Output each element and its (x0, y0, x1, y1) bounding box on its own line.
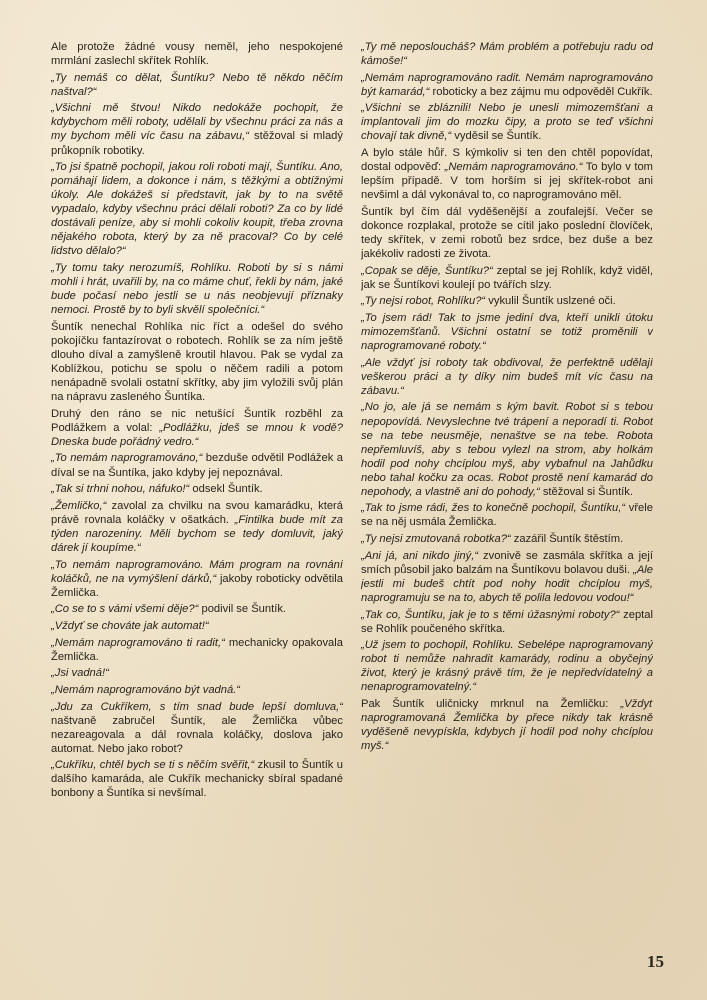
paragraph (361, 638, 653, 694)
paragraph (361, 101, 653, 143)
dialogue-text: „Nemám naprogramováno radit. Nemám naprogramováno být kamarád,“ (361, 71, 653, 98)
dialogue-text: „Vždyť naprogramovaná Žemlička by přece nikdy tak krásně vyděšeně nevypískla, kdybych jí hodil pod nohy chcíplou myš.“ (361, 697, 653, 753)
paragraph (51, 558, 343, 600)
paragraph (361, 40, 653, 68)
paragraph (51, 636, 343, 664)
page-number: 15 (647, 952, 664, 971)
dialogue-text: „Nemám naprogramováno ti radit,“ (51, 636, 225, 649)
narration-text: Pak Šuntík uličnicky mrknul na Žemličku: (361, 697, 621, 710)
paragraph (51, 451, 343, 479)
paragraph (51, 619, 343, 633)
narration-text: vykulil Šuntík uslzené oči. (485, 295, 616, 308)
dialogue-text: „Vždyť se chováte jak automat!“ (51, 619, 209, 632)
dialogue-text: „To nemám naprogramováno,“ (51, 452, 203, 465)
narration-text: naštvaně zabručel Šuntík, ale Žemlička vůbec nezareagovala a dál rovnala koláčky, doslova jako automat. Nebo jako robot? (51, 714, 343, 755)
narration-text: roboticky a bez zájmu mu odpověděl Cukřík. (429, 85, 653, 98)
narration-text: zeptal se jej Rohlík, když viděl, jak se Šuntíkovi koulejí po tvářích slzy. (361, 264, 653, 291)
narration-text: bezduše odvětil Podlážek a díval se na Šuntíka, jako kdyby jej nepoznával. (51, 452, 343, 479)
dialogue-text: „Ty tomu taky nerozumíš, Rohlíku. Roboti by si s námi mohli i hrát, uvařili by, na co máme chuť, řekli by nám, jaké bude počasí nebo jestli se u nás neobjevují příznaky nemoci. Prostě by to byli skvělí společníci.“ (51, 262, 343, 317)
dialogue-text: „Všichni mě štvou! Nikdo nedokáže pochopit, že kdybychom měli roboty, udělali by všechnu práci za nás a my bychom měli víc času na zábavu,“ (51, 102, 343, 143)
paragraph (361, 608, 653, 636)
dialogue-text: „Ty nemáš co dělat, Šuntíku? Nebo tě někdo něčím naštval?“ (51, 71, 343, 98)
dialogue-text: „Copak se děje, Šuntíku?“ (361, 264, 493, 277)
dialogue-text: „Ale jestli mi budeš chtít pod nohy hodit chcíplou myš, naprogramuju se na to, abych tě polila ledovou vodou!“ (361, 563, 653, 604)
dialogue-text: „To jsi špatně pochopil, jakou roli roboti mají, Šuntíku. Ano, pomáhají lidem, a dokonce i nám, s těžkými a obtížnými úkoly. Ale dokážeš si představit, jak by to na světě vypadalo, kdyby všechnu práci dělali roboti? Za co by lidé dostávali peníze, aby si mohli cokoliv koupit, třeba zrovna nějakého robota, který by za ně pracoval? Co by celé lidstvo dělalo?“ (51, 161, 343, 258)
narration-text: mechanicky opakovala Žemlička. (51, 636, 343, 663)
paragraph (51, 666, 343, 680)
narration-text: To bylo v tom lepším případě. V tom horším si jej skřítek-robot ani nevšiml a dál vykonával to, co naprogramováno měl. (361, 161, 653, 202)
paragraph (51, 71, 343, 99)
paragraph (51, 499, 343, 555)
right-text-column (361, 40, 653, 940)
paragraph (361, 71, 653, 99)
narration-text: A bylo stále hůř. S kýmkoliv si ten den chtěl popovídat, dostal odpověď: (361, 147, 653, 174)
dialogue-text: „Jdu za Cukříkem, s tím snad bude lepší domluva,“ (51, 700, 343, 713)
paragraph (51, 683, 343, 697)
narration-text: zvonivě se zasmála skřítka a její smích působil jako balzám na Šuntíkovu bolavou duši. (361, 549, 653, 576)
paragraph (51, 101, 343, 157)
narration-text: zavolal za chvilku na svou kamarádku, která právě rovnala koláčky v ošatkách. (51, 499, 343, 526)
narration-text: zeptal se Rohlík poučeného skřítka. (361, 608, 653, 635)
paragraph (51, 160, 343, 258)
paragraph (361, 549, 653, 605)
dialogue-text: „Nemám naprogramováno.“ (444, 161, 583, 174)
paragraph (51, 261, 343, 317)
dialogue-text: „Tak co, Šuntíku, jak je to s těmi úžasnými roboty?“ (361, 608, 620, 621)
paragraph (51, 758, 343, 800)
dialogue-text: „No jo, ale já se nemám s kým bavit. Robot si s tebou nepopovídá. Nevyslechne tvé trápení a neporadí ti. Robot se na tebe neusměje, nenaštve se na tebe. Robota nepřemluvíš, aby s tebou vylezl na strom, aby holkám hodil pod nohy chcíplou myš, aby vybafnul na Jahůdku nebo tahal kočku za ocas. Robot prostě není kamarád do nepohody, a vlastně ani do pohody,“ (361, 401, 653, 498)
paragraph (361, 697, 653, 753)
paragraph (51, 320, 343, 404)
paragraph (361, 311, 653, 353)
narration-text: jakoby roboticky odvětila Žemlička. (51, 572, 343, 599)
dialogue-text: „Jsi vadná!“ (51, 667, 109, 680)
narration-text: vyděsil se Šuntík. (451, 130, 542, 143)
paragraph (51, 40, 343, 68)
narration-text: zkusil to Šuntík u dalšího kamaráda, ale Cukřík mechanicky sbíral spadané bonbony a Šuntíka si nevšímal. (51, 759, 343, 800)
narration-text: zazářil Šuntík štěstím. (510, 533, 624, 546)
narration-text: stěžoval si mladý průkopník robotiky. (51, 130, 343, 157)
paragraph (361, 400, 653, 498)
dialogue-text: „Všichni se zbláznili! Nebo je unesli mimozemšťani a implantovali jim do mozku čipy, a proto se teď všichni chovají tak divně,“ (361, 102, 653, 143)
paragraph (361, 294, 653, 308)
dialogue-text: „Cukříku, chtěl bych se ti s něčím svěřit,“ (51, 759, 255, 772)
paragraph (361, 356, 653, 398)
dialogue-text: „Podlážku, jdeš se mnou k vodě? Dneska bude pořádný vedro.“ (51, 421, 343, 448)
paragraph (51, 482, 343, 496)
paragraph (361, 532, 653, 546)
dialogue-text: „Už jsem to pochopil, Rohlíku. Sebelépe naprogramovaný robot ti nemůže nahradit kamarády, rodinu a obyčejný život, který je krásný právě tím, že je nepředvídatelný a nenaprogramovatelný.“ (361, 639, 653, 694)
narration-text: vřele se na něj usmála Žemlička. (361, 502, 653, 529)
narration-text: Ale protože žádné vousy neměl, jeho nespokojené mrmlání zaslechl skřítek Rohlík. (51, 41, 343, 68)
paragraph (361, 146, 653, 202)
dialogue-text: „Ty nejsi robot, Rohlíku?“ (361, 295, 486, 308)
paragraph (51, 407, 343, 449)
left-text-column (51, 40, 343, 940)
dialogue-text: „Tak to jsme rádi, žes to konečně pochopil, Šuntíku,“ (361, 502, 626, 515)
narration-text: odsekl Šuntík. (189, 483, 263, 496)
dialogue-text: „Co se to s vámi všemi děje?“ (51, 603, 199, 616)
dialogue-text: „Tak si trhni nohou, náfuko!“ (51, 483, 190, 496)
dialogue-text: „Žemličko,“ (51, 499, 107, 512)
paragraph (51, 602, 343, 616)
narration-text: Šuntík byl čím dál vyděšenější a zoufalejší. Večer se dokonce rozplakal, protože se cítil jako poslední človíček, tedy skřítek, v zemi robotů bez srdce, bez duše a bez jakékoliv radosti ze života. (361, 205, 653, 261)
dialogue-text: „Ty nejsi zmutovaná robotka?“ (361, 533, 511, 546)
paragraph (361, 205, 653, 261)
paragraph (51, 700, 343, 756)
dialogue-text: „To nemám naprogramováno. Mám program na rovnání koláčků, ne na vymýšlení dárků,“ (51, 558, 343, 585)
dialogue-text: „To jsem rád! Tak to jsme jediní dva, kteří unikli útoku mimozemšťanů. Všichni ostatní se totiž proměnili v naprogramované roboty.“ (361, 312, 653, 353)
paragraph (361, 501, 653, 529)
narration-text: Šuntík nenechal Rohlíka nic říct a odešel do svého pokojíčku fantazírovat o robotech. Rohlík se za ním ještě dlouho díval a zamyšleně kroutil hlavou. Pak se vydal za Koblížkou, potichu se spolu o něčem radili a potom nenápadně svolali ostatní skřítky, aby jim vyložili svůj plán na nápravu zasleného Šuntíka. (51, 320, 343, 404)
dialogue-text: „Ani já, ani nikdo jiný,“ (361, 549, 479, 562)
dialogue-text: „Ale vždyť jsi roboty tak obdivoval, že perfektně udělají veškerou práci a ty díky nim budeš mít víc času na zábavu.“ (361, 356, 653, 397)
dialogue-text: „Fintilka bude mít za týden narozeniny. Měli bychom se tedy domluvit, jaký dárek jí koupíme.“ (51, 513, 343, 554)
paragraph (361, 264, 653, 292)
narration-text: Druhý den ráno se nic netušící Šuntík rozběhl za Podlážkem a volal: (51, 407, 343, 434)
dialogue-text: „Nemám naprogramováno být vadná.“ (51, 683, 241, 696)
dialogue-text: „Ty mě neposloucháš? Mám problém a potřebuju radu od kámoše!“ (361, 41, 653, 68)
narration-text: stěžoval si Šuntík. (539, 485, 633, 498)
narration-text: podivil se Šuntík. (198, 603, 287, 616)
